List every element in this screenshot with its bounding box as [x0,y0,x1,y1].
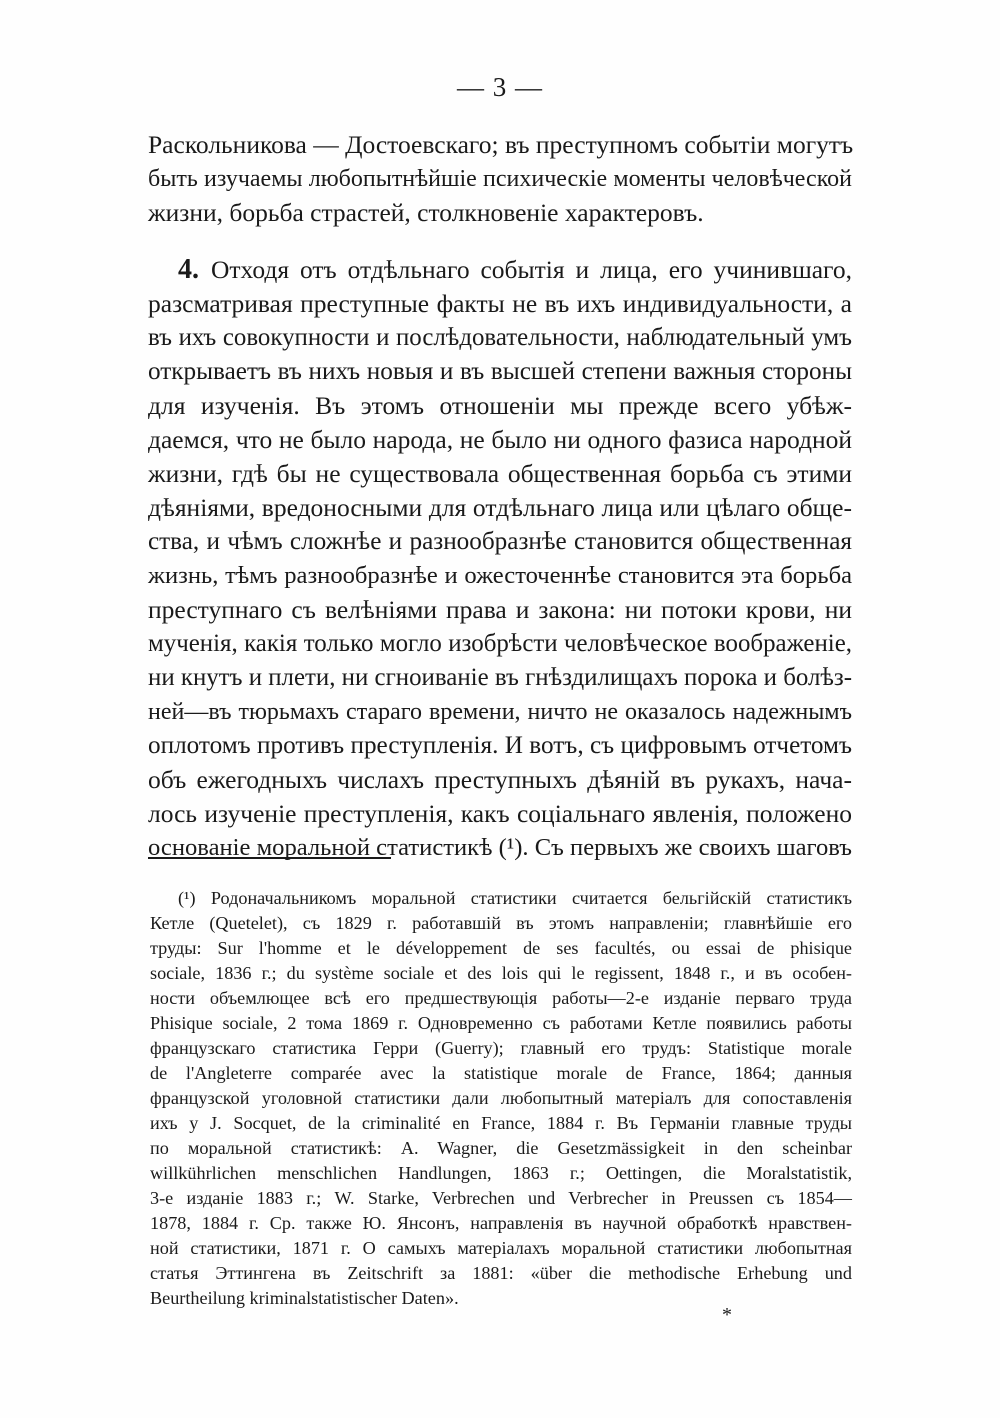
footnote-line: Beurtheilung kriminalstatistischer Daten». [150,1288,459,1308]
footnote-line: труды: Sur l'homme et le développement de ses facultés, ou essai de phisique [150,938,852,958]
footnote-separator [148,857,391,859]
footnote-line: статья Эттингена въ Zeitschrift за 1881: «über die methodische Erhebung und [150,1263,852,1283]
page-number: — 3 — [457,72,543,102]
footnote-line: Phisique sociale, 2 тома 1869 г. Одновременно съ работами Кетле появились работы [150,1013,852,1033]
body-line: лось изученіе преступленія, какъ соціальнаго явленія, положено [148,799,852,828]
footnote-line: ности объемлющее всѣ его предшествующія работы—2-е изданіе перваго труда [150,988,852,1008]
footnote-line: willkührlichen menschlichen Handlungen, 1863 г.; Oettingen, die Moralstatistik, [150,1163,852,1183]
section-number: 4. [178,254,199,285]
body-line: разсматривая преступные факты не въ ихъ индивидуальности, а [148,289,852,318]
footnote-line: по моральной статистикѣ: A. Wagner, die Gesetzmässigkeit in den scheinbar [150,1138,852,1158]
footnote-line: 1878, 1884 г. Ср. также Ю. Янсонъ, направленія въ научной обработкѣ нравствен- [150,1213,852,1233]
footnote-line: 3-е изданіе 1883 г.; W. Starke, Verbrechen und Verbrecher in Preussen съ 1854— [150,1188,852,1208]
body-line: для изученія. Въ этомъ отношеніи мы прежде всего убѣж- [148,391,852,420]
body-line: жизнь, тѣмъ разнообразнѣе и ожесточеннѣе становится эта борьба [148,562,852,589]
body-line: мученія, какія только могло изобрѣсти человѣческое воображеніе, [148,630,852,657]
body-line: преступнаго съ велѣніями права и закона: ни потоки крови, ни [148,595,852,624]
body-line: быть изучаемы любопытнѣйшіе психическіе моменты человѣческой [148,166,852,192]
body-line: жизни, борьба страстей, столкновеніе характеровъ. [148,198,704,227]
body-line: дѣяніями, вредоносными для отдѣльнаго лица или цѣлаго обще- [148,493,852,522]
body-line: открываетъ въ нихъ новыя и въ высшей степени важныя стороны [148,358,852,385]
body-line: Отходя отъ отдѣльнаго событія и лица, его учинившаго, [211,255,852,284]
body-line: ни кнутъ и плети, ни сгноиваніе въ гнѣздилищахъ порока и болѣз- [148,664,853,691]
footnote-line: ихъ у J. Socquet, de la criminalité en France, 1884 г. Въ Германіи главные труды [150,1113,852,1133]
footnote-line: французской уголовной статистики дали любопытный матеріалъ для сопоставленія [150,1088,852,1108]
footnote-line: ной статистики, 1871 г. О самыхъ матеріалахъ моральной статистики любопытная [150,1238,852,1258]
body-line: объ ежегодныхъ числахъ преступныхъ дѣяній въ рукахъ, нача- [148,765,852,794]
footnote-line: de l'Angleterre comparée avec la statistique morale de France, 1864; данныя [150,1063,852,1083]
section-first-line [178,253,852,287]
body-line: даемся, что не было народа, не было ни одного фазиса народной [148,425,852,454]
body-line: въ ихъ совокупности и послѣдовательности, наблюдательный умъ [148,324,852,351]
signature-mark: * [722,1304,732,1326]
body-line: жизни, гдѣ бы не существовала общественная борьба съ этими [148,459,852,488]
footnote-line: Кетле (Quetelet), съ 1829 г. работавшій въ этомъ направленіи; главнѣйшіе его [150,913,852,933]
body-line: ства, и чѣмъ сложнѣе и разнообразнѣе становится общественная [148,528,852,555]
body-line: Раскольникова — Достоевскаго; въ преступномъ событіи могутъ [148,130,854,159]
body-line: ней—въ тюрьмахъ стараго времени, ничто не оказалось надежнымъ [148,699,852,725]
footnote-line: sociale, 1836 г.; du système sociale et des lois qui le regissent, 1848 г., и въ особен- [150,963,852,983]
body-line: основаніе моральной статистикѣ (¹). Съ первыхъ же своихъ шаговъ [148,834,852,861]
footnote-line: французскаго статистика Герри (Guerry); главный его трудъ: Statistique morale [150,1038,852,1058]
footnote-line: (¹) Родоначальникомъ моральной статистики считается бельгійскій статистикъ [178,888,852,908]
body-line: оплотомъ противъ преступленія. И вотъ, съ цифровымъ отчетомъ [148,732,852,759]
